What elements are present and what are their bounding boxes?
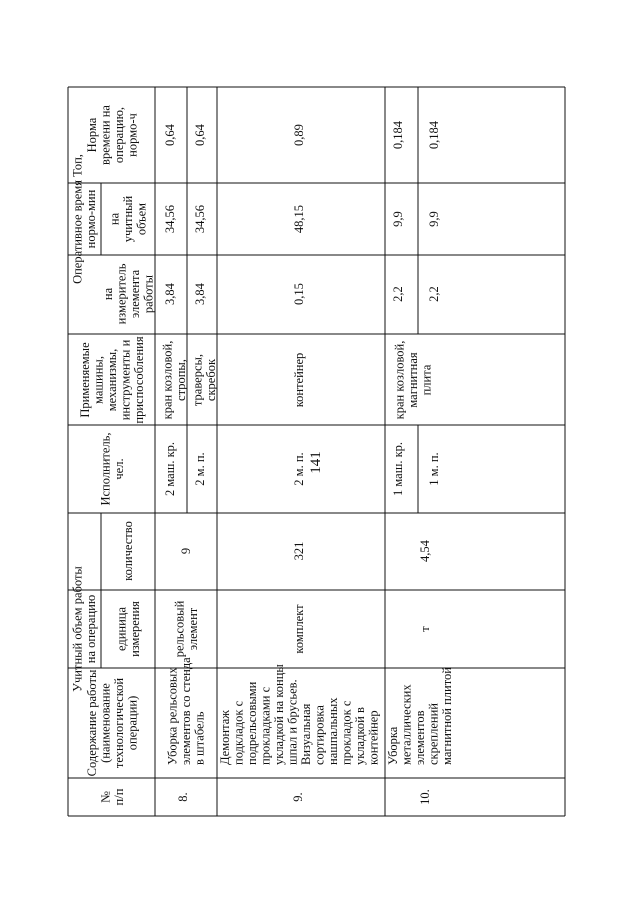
row-8-machines-line: стропы, <box>173 359 188 401</box>
row-8-per-meter: 3,84 <box>163 283 177 305</box>
row-10-norm: 0,184 <box>427 120 441 150</box>
row-8-executor: 2 маш. кр. <box>163 441 177 497</box>
header-machines-line: инструменты и <box>118 339 133 421</box>
header-norm <box>85 105 140 165</box>
row-9-content-line: подрельсовыми <box>244 681 259 765</box>
row-10-per-meter: 2,2 <box>427 286 441 302</box>
header-volume-group-line: на операцию <box>83 594 98 664</box>
header-quantity: количество <box>121 521 135 581</box>
header-executor <box>98 432 126 505</box>
header-content-line: Содержание работы <box>84 669 99 777</box>
row-10-content-line: металлических <box>399 684 414 765</box>
header-per-meter-line: работы <box>141 274 156 314</box>
row-8-executor: 2 м. п. <box>193 452 207 486</box>
row-8-content-line: Уборка рельсовых <box>165 667 180 765</box>
header-optime-group <box>70 154 98 284</box>
row-9-unit <box>292 604 306 654</box>
row-9-content-line: укладкой на концы <box>271 664 286 765</box>
row-10-unit <box>418 626 432 632</box>
row-8-unit <box>172 600 200 657</box>
header-per-volume-line: на <box>107 212 122 226</box>
header-num-line: № <box>98 791 113 803</box>
header-optime-group-line: Оперативное время Топ, <box>70 154 85 284</box>
row-8-machines-line: скребок <box>203 358 218 402</box>
header-num <box>98 788 126 805</box>
row-9-norm: 0,89 <box>292 124 306 146</box>
row-8-per-volume: 34,56 <box>163 204 177 234</box>
row-8-norm: 0,64 <box>193 124 207 146</box>
row-9-machines <box>292 353 306 408</box>
header-norm-line: нормо-ч <box>125 113 140 157</box>
row-10-per-volume: 9,9 <box>391 211 405 227</box>
header-machines <box>78 336 146 423</box>
page-number: 141 <box>307 451 324 474</box>
row-10-unit-line: т <box>418 626 432 632</box>
row-10-norm: 0,184 <box>391 120 405 150</box>
header-executor-line: Исполнитель, <box>98 432 113 506</box>
row-9-content-line: нашпальных <box>325 697 340 765</box>
header-volume-group-line: Учитный объем работы <box>70 566 85 692</box>
row-8-norm: 0,64 <box>163 124 177 146</box>
row-8-machines <box>190 354 218 406</box>
header-per-meter-line: элемента <box>127 269 142 319</box>
row-9-content-line: контейнер <box>366 710 381 765</box>
row-8-quantity: 9 <box>179 547 193 555</box>
header-norm-line: Норма <box>84 117 99 153</box>
header-num-line: п/п <box>111 788 126 806</box>
row-8-per-volume: 34,56 <box>193 204 207 234</box>
header-unit-line: измерения <box>127 601 142 657</box>
header-machines-line: машины, <box>91 356 106 404</box>
row-10-executor: 1 маш. кр. <box>391 441 405 497</box>
row-9-executor: 2 м. п. <box>292 452 306 486</box>
row-10-content-line: элементов <box>413 710 427 765</box>
row-10-content-line: скреплений <box>426 703 441 765</box>
row-10-machines-line: плита <box>419 364 434 396</box>
row-8-machines-line: траверсы, <box>190 353 205 407</box>
header-norm-line: операцию, <box>111 106 126 164</box>
header-per-meter <box>101 263 156 324</box>
row-8-machines-line: кран козловой, <box>160 340 175 420</box>
row-10-num: 10. <box>418 789 432 805</box>
header-content-line: операции) <box>125 695 140 751</box>
header-unit-line: единица <box>114 606 129 652</box>
row-10-executor: 1 м. п. <box>427 452 441 486</box>
row-9-content-line: прокладками с <box>258 686 273 765</box>
row-9-content-line: Демонтаж <box>217 710 232 765</box>
row-10-quantity: 4,54 <box>418 540 432 562</box>
row-10-content-line: магнитной плитой <box>440 667 454 765</box>
row-9-content-line: Визуальная <box>298 703 313 765</box>
header-unit <box>114 601 142 657</box>
header-optime-group-line: нормо-мин <box>83 189 98 249</box>
row-9-per-volume: 48,15 <box>292 204 306 234</box>
row-9-content-line: шпал и брусьев. <box>285 679 300 765</box>
row-9-content-line: укладкой в <box>352 707 367 765</box>
row-8-machines <box>160 341 188 420</box>
row-9-num: 9. <box>291 792 305 802</box>
row-9-quantity: 321 <box>292 541 306 561</box>
header-machines-line: приспособления <box>132 336 146 424</box>
row-10-content-line: Уборка <box>386 726 400 765</box>
row-9-per-meter: 0,15 <box>292 283 306 305</box>
header-executor-line: чел. <box>111 458 126 480</box>
row-8-content-line: в штабель <box>192 711 207 765</box>
header-content-line: технологической <box>111 677 126 769</box>
header-per-volume <box>108 195 149 242</box>
row-9-content-line: подкладок с <box>231 700 246 765</box>
row-9-content <box>218 664 381 765</box>
header-machines-line: Применяемые <box>78 342 92 418</box>
row-8-content <box>166 657 207 765</box>
row-9-machines-line: контейнер <box>292 352 306 408</box>
row-8-unit-line: элемент <box>185 607 200 651</box>
header-per-volume-line: учитный <box>121 195 135 243</box>
row-10-machines-line: магнитная <box>406 352 420 408</box>
row-8-content-line: элементов со стенда <box>179 657 193 765</box>
row-8-unit-line: рельсовый <box>172 600 187 658</box>
header-per-volume-line: объем <box>134 202 149 236</box>
row-10-content <box>386 667 454 765</box>
header-content-line: (наименование <box>98 683 113 763</box>
row-8-num: 8. <box>176 792 190 802</box>
header-per-meter-line: измеритель <box>114 263 129 325</box>
row-10-machines <box>393 341 434 420</box>
header-content <box>85 669 140 776</box>
header-norm-line: времени на <box>98 105 113 165</box>
row-9-content-line: сортировка <box>312 705 327 765</box>
row-8-per-meter: 3,84 <box>193 283 207 305</box>
row-10-machines-line: кран козловой, <box>392 340 407 420</box>
row-9-unit-line: комплект <box>292 604 306 654</box>
header-machines-line: механизмы, <box>105 348 119 412</box>
row-10-per-meter: 2,2 <box>391 286 405 302</box>
header-per-meter-line: на <box>100 287 115 301</box>
row-9-content-line: прокладок с <box>339 700 354 765</box>
row-10-per-volume: 9,9 <box>427 211 441 227</box>
